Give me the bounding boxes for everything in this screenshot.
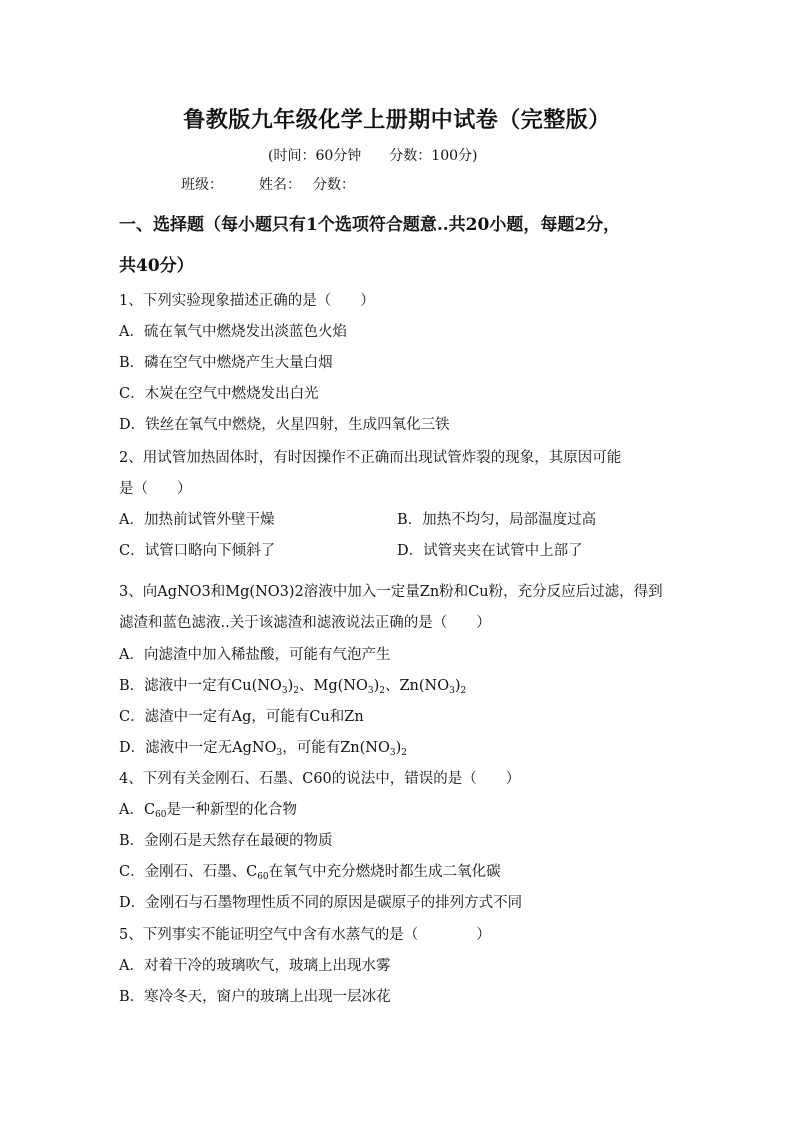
q3-option-a: A．向滤渣中加入稀盐酸，可能有气泡产生 — [119, 647, 391, 663]
q3-b-sub4: 2 — [379, 686, 385, 696]
q3-option-c: C．滤渣中一定有Ag，可能有Cu和Zn — [119, 709, 364, 725]
q4-c-sub: 60 — [257, 872, 269, 882]
section-heading-line1: 一、选择题（每小题只有1个选项符合题意..共20小题，每题2分， — [119, 215, 621, 235]
score-label: 分数： — [313, 177, 355, 193]
q1-option-b: B．磷在空气中燃烧产生大量白烟 — [119, 355, 333, 371]
exam-time: (时间：60分钟 — [268, 148, 362, 164]
q4-stem: 4、下列有关金刚石、石墨、C60的说法中，错误的是（ ） — [119, 771, 521, 787]
q3-option-d — [119, 736, 407, 758]
q4-a-text2: 是一种新型的化合物 — [166, 802, 298, 818]
q2-stem-line1: 2、用试管加热固体时，有时因操作不正确而出现试管炸裂的现象，其原因可能 — [119, 450, 622, 466]
q1-option-a: A．硫在氧气中燃烧发出淡蓝色火焰 — [119, 324, 347, 340]
q4-c-text2: 在氧气中充分燃烧时都生成二氧化碳 — [268, 864, 501, 880]
q3-stem-line1: 3、向AgNO3和Mg(NO3)2溶液中加入一定量Zn粉和Cu粉，充分反应后过滤，得到 — [119, 584, 663, 600]
q3-b-text3: 、Mg(NO — [298, 678, 368, 694]
q5-option-b: B．寒冷冬天，窗户的玻璃上出现一层冰花 — [119, 989, 391, 1005]
exam-total-score: 分数：100分) — [389, 148, 478, 164]
q3-b-sub6: 2 — [460, 686, 467, 696]
q1-stem: 1、下列实验现象描述正确的是（ ） — [119, 293, 375, 309]
q1-option-c: C．木炭在空气中燃烧发出白光 — [119, 386, 319, 402]
q3-b-text6: ) — [454, 678, 461, 694]
q4-c-text1: C．金刚石、石墨、C — [119, 864, 258, 880]
q2-stem-line2: 是（ ） — [119, 481, 192, 497]
q3-b-sub2: 2 — [293, 686, 299, 696]
q3-b-sub1: 3 — [281, 686, 288, 696]
q4-option-b: B．金刚石是天然存在最硬的物质 — [119, 833, 333, 849]
name-label: 姓名： — [259, 177, 301, 193]
q3-b-sub3: 3 — [367, 686, 374, 696]
q3-d-text1: D．滤液中一定无AgNO — [119, 740, 277, 756]
q2-option-b: B．加热不均匀，局部温度过高 — [397, 512, 597, 528]
q3-option-b — [119, 674, 466, 696]
q4-option-c — [119, 860, 501, 882]
q1-option-d: D．铁丝在氧气中燃烧，火星四射，生成四氧化三铁 — [119, 417, 450, 433]
q3-b-text4: ) — [373, 678, 380, 694]
q3-b-text5: 、Zn(NO — [384, 678, 450, 694]
q3-d-sub1: 3 — [276, 748, 283, 758]
q3-b-text2: ) — [287, 678, 294, 694]
q4-option-a — [119, 798, 297, 820]
q3-b-text1: B．滤液中一定有Cu(NO — [119, 678, 282, 694]
q3-stem-line2: 滤渣和蓝色滤液..关于该滤渣和滤液说法正确的是（ ） — [119, 615, 491, 631]
q5-stem: 5、下列事实不能证明空气中含有水蒸气的是（ ） — [119, 927, 491, 943]
exam-meta — [268, 145, 477, 165]
q3-d-text3: ) — [395, 740, 402, 756]
class-label: 班级： — [181, 177, 223, 193]
q3-d-text2: ，可能有Zn(NO — [282, 740, 390, 756]
student-info-line — [181, 174, 355, 194]
q3-d-sub2: 3 — [389, 748, 396, 758]
q4-option-d: D．金刚石与石墨物理性质不同的原因是碳原子的排列方式不同 — [119, 895, 523, 911]
section-heading-line2: 共40分） — [119, 256, 194, 276]
q4-a-text1: A．C — [119, 802, 156, 818]
q3-b-sub5: 3 — [449, 686, 455, 696]
q3-d-sub3: 2 — [401, 748, 407, 758]
page-title: 鲁教版九年级化学上册期中试卷（完整版） — [183, 107, 611, 133]
q2-option-a: A．加热前试管外壁干燥 — [119, 512, 275, 528]
q2-option-c: C．试管口略向下倾斜了 — [119, 543, 276, 559]
q4-a-sub: 60 — [155, 810, 167, 820]
q2-option-d: D．试管夹夹在试管中上部了 — [397, 543, 583, 559]
q5-option-a: A．对着干冷的玻璃吹气，玻璃上出现水雾 — [119, 958, 391, 974]
